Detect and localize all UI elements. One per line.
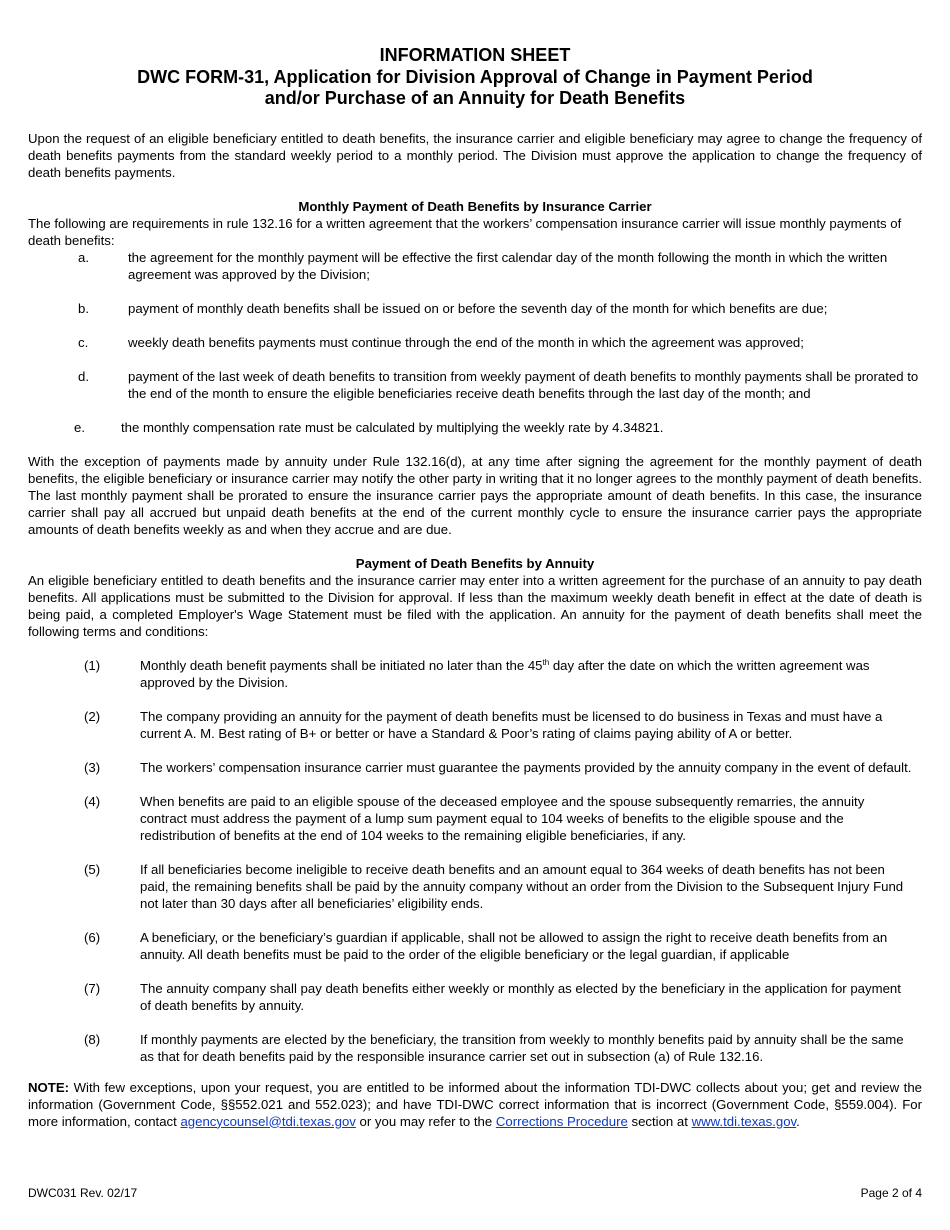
list-item <box>28 334 922 351</box>
list-marker: (4) <box>84 793 101 809</box>
monthly-section-heading: Monthly Payment of Death Benefits by Insurance Carrier <box>298 198 652 214</box>
list-item-text: If monthly payments are elected by the beneficiary, the transition from weekly to monthly benefits paid by annuity shall be the same as that for death benefits paid by the responsible insurance carrier set out in subsection (a) of Rule 132.16. <box>140 1031 904 1064</box>
form-revision-id: DWC031 Rev. 02/17 <box>28 1186 138 1200</box>
list-item <box>28 861 922 912</box>
list-item-text: The annuity company shall pay death benefits either weekly or monthly as elected by the beneficiary in the application for payment of death benefits by annuity. <box>140 980 901 1013</box>
list-item <box>28 657 922 691</box>
list-item <box>28 419 922 436</box>
list-marker: d. <box>78 368 89 384</box>
list-item-text: A beneficiary, or the beneficiary’s guardian if applicable, shall not be allowed to assign the right to receive death benefits from an annuity. All death benefits must be paid to the order of the eligible beneficiary or the legal guardian, if applicable <box>140 929 888 962</box>
list-item <box>28 249 922 283</box>
list-marker: (7) <box>84 980 101 996</box>
title-line-1: INFORMATION SHEET <box>379 45 571 65</box>
list-item-text: the monthly compensation rate must be calculated by multiplying the weekly rate by 4.34821. <box>121 419 664 435</box>
list-item <box>28 368 922 402</box>
ordinal-suffix: th <box>542 657 550 667</box>
list-item <box>28 793 922 844</box>
list-marker: (2) <box>84 708 101 724</box>
list-item-text: Monthly death benefit payments shall be initiated no later than the 45th day after the date on which the written agreement was approved by the Division. <box>140 657 870 690</box>
list-item <box>28 708 922 742</box>
document-page <box>28 0 922 1130</box>
list-item <box>28 929 922 963</box>
list-item <box>28 300 922 317</box>
monthly-requirements-list <box>28 249 922 436</box>
list-item-text: When benefits are paid to an eligible spouse of the deceased employee and the spouse subsequently remarries, the annuity contract must address the payment of a lump sum payment equal to 104 weeks of benefits to the eligible spouse and the redistribution of benefits at the end of 104 weeks to the remaining eligible beneficiaries, if any. <box>140 793 865 843</box>
privacy-note: NOTE: With few exceptions, upon your request, you are entitled to be informed about the information TDI-DWC collects about you; get and review the information (Government Code, §§552.021 and 552.023); and have TDI-DWC correct information that is incorrect (Government Code, §559.004). For more information, contact agencycounsel@tdi.texas.gov or you may refer to the Corrections Procedure section at www.tdi.texas.gov. <box>28 1079 922 1129</box>
tdi-website-link[interactable]: www.tdi.texas.gov <box>691 1113 797 1129</box>
intro-paragraph: Upon the request of an eligible beneficiary entitled to death benefits, the insurance carrier and eligible beneficiary may agree to change the frequency of death benefits payments from the standard weekly period to a monthly period. The Division must approve the application to change the frequency of death benefits payments. <box>28 130 922 180</box>
list-item-text: weekly death benefits payments must continue through the end of the month in which the agreement was approved; <box>128 334 804 350</box>
note-label: NOTE: <box>28 1079 70 1095</box>
list-item <box>28 759 922 776</box>
exception-paragraph: With the exception of payments made by annuity under Rule 132.16(d), at any time after signing the agreement for the monthly payment of death benefits, the eligible beneficiary or insurance carrier may notify the other party in writing that it no longer agrees to the monthly payment of death benefits. The last monthly payment shall be prorated to ensure the insurance carrier pays the appropriate amount of death benefits. In this case, the insurance carrier shall pay all accrued but unpaid death benefits at the end of the current monthly cycle to ensure the insurance carrier pays the appropriate amounts of death benefits weekly as and when they accrue and are due. <box>28 453 922 537</box>
title-line-3: and/or Purchase of an Annuity for Death Benefits <box>264 88 686 108</box>
annuity-lead-paragraph: An eligible beneficiary entitled to death benefits and the insurance carrier may enter into a written agreement for the purchase of an annuity to pay death benefits. All applications must be submitted to the Division for approval. If less than the maximum weekly death benefit in effect at the date of death is being paid, a completed Employer's Wage Statement must be filed with the application. An annuity for the payment of death benefits shall meet the following terms and conditions: <box>28 572 922 639</box>
list-marker: a. <box>78 249 89 265</box>
list-marker: b. <box>78 300 89 316</box>
monthly-lead-paragraph: The following are requirements in rule 132.16 for a written agreement that the workers’ compensation insurance carrier will issue monthly payments of death benefits: <box>28 215 902 248</box>
list-marker: (1) <box>84 657 101 673</box>
annuity-section-heading: Payment of Death Benefits by Annuity <box>355 555 595 571</box>
list-item-text: the agreement for the monthly payment will be effective the first calendar day of the month following the month in which the written agreement was approved by the Division; <box>128 249 888 282</box>
list-item-text: If all beneficiaries become ineligible to receive death benefits and an amount equal to 364 weeks of death benefits has not been paid, the remaining benefits shall be paid by the annuity company without an order from the Division to the Subsequent Injury Fund not later than 30 days after all beneficiaries’ eligibility ends. <box>140 861 904 911</box>
annuity-conditions-list <box>28 657 922 1065</box>
list-item <box>28 980 922 1014</box>
title-line-2: DWC FORM-31, Application for Division Approval of Change in Payment Period <box>137 66 813 87</box>
list-marker: e. <box>74 419 85 435</box>
list-item <box>28 1031 922 1065</box>
list-marker: (6) <box>84 929 101 945</box>
document-title <box>28 45 922 110</box>
list-item-text: payment of the last week of death benefits to transition from weekly payment of death benefits to monthly payments shall be prorated to the end of the month to ensure the eligible beneficiaries receive death benefits through the last day of the month; and <box>128 368 919 401</box>
corrections-procedure-link[interactable]: Corrections Procedure <box>495 1113 628 1129</box>
list-item-text: The workers’ compensation insurance carrier must guarantee the payments provided by the annuity company in the event of default. <box>140 759 912 775</box>
list-item-text: payment of monthly death benefits shall be issued on or before the seventh day of the month for which benefits are due; <box>128 300 828 316</box>
list-marker: (8) <box>84 1031 101 1047</box>
list-marker: (5) <box>84 861 101 877</box>
agency-counsel-email-link[interactable]: agencycounsel@tdi.texas.gov <box>180 1113 356 1129</box>
list-marker: c. <box>78 334 89 350</box>
page-number: Page 2 of 4 <box>860 1186 922 1200</box>
list-item-text: The company providing an annuity for the payment of death benefits must be licensed to do business in Texas and must have a current A. M. Best rating of B+ or better or have a Standard & Poor’s rating of claims paying ability of A or better. <box>140 708 883 741</box>
list-marker: (3) <box>84 759 101 775</box>
